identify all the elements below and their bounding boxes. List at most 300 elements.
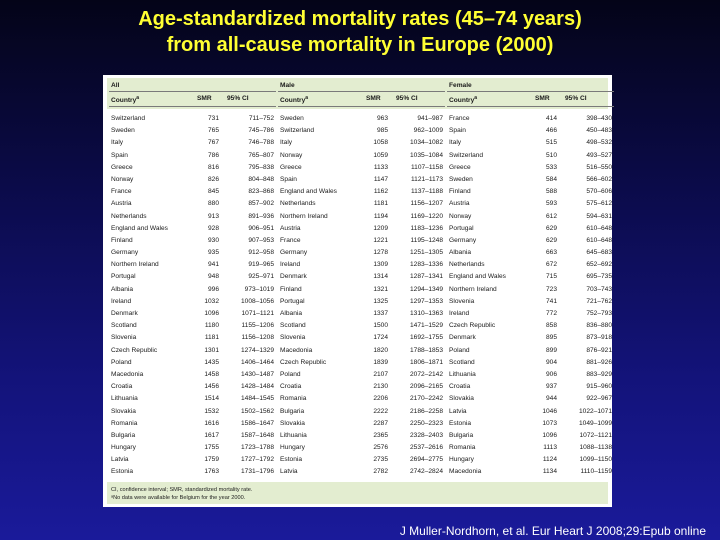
column-header-country-text: Country xyxy=(280,97,306,105)
cell-country: Portugal xyxy=(449,224,474,232)
table-row xyxy=(278,125,445,137)
table-row xyxy=(278,259,445,271)
table-row xyxy=(109,198,276,210)
table-row xyxy=(447,247,614,259)
table-row xyxy=(109,271,276,283)
mortality-table xyxy=(103,75,612,507)
table-row xyxy=(278,369,445,381)
cell-country: Finland xyxy=(111,236,133,244)
cell-ci: 915–960 xyxy=(586,383,612,391)
cell-smr: 1616 xyxy=(204,419,219,427)
cell-country: Ireland xyxy=(280,261,301,269)
cell-ci: 1406–1464 xyxy=(240,358,274,366)
cell-ci: 891–936 xyxy=(248,212,274,220)
cell-country: Austria xyxy=(111,200,132,208)
cell-country: Scotland xyxy=(111,322,137,330)
cell-ci: 703–743 xyxy=(586,285,612,293)
table-row xyxy=(278,308,445,320)
cell-country: Austria xyxy=(280,224,301,232)
cell-country: Poland xyxy=(449,346,470,354)
cell-ci: 873–918 xyxy=(586,334,612,342)
column-header-row xyxy=(278,91,445,107)
table-row xyxy=(447,271,614,283)
column-header-country-text: Country xyxy=(449,97,475,105)
cell-ci: 1137–1188 xyxy=(410,188,443,196)
cell-ci: 645–683 xyxy=(586,249,612,257)
table-row xyxy=(109,284,276,296)
table-row xyxy=(109,406,276,418)
cell-ci: 2328–2403 xyxy=(409,431,443,439)
cell-smr: 731 xyxy=(207,115,219,122)
cell-ci: 1072–1121 xyxy=(579,431,612,439)
table-row xyxy=(109,418,276,430)
table-row xyxy=(109,186,276,198)
cell-ci: 1110–1159 xyxy=(580,468,612,476)
table-row xyxy=(278,466,445,478)
cell-country: Netherlands xyxy=(111,212,147,220)
table-rows xyxy=(109,113,276,479)
cell-ci: 566–602 xyxy=(586,175,612,183)
cell-country: Greece xyxy=(280,163,302,171)
cell-ci: 919–965 xyxy=(248,261,274,269)
table-row xyxy=(278,271,445,283)
cell-ci: 765–807 xyxy=(248,151,274,159)
table-row xyxy=(278,284,445,296)
cell-country: Hungary xyxy=(111,444,136,452)
table-row xyxy=(278,113,445,125)
table-row xyxy=(109,113,276,125)
table-row xyxy=(447,296,614,308)
table-row xyxy=(278,454,445,466)
cell-ci: 1788–1853 xyxy=(409,346,443,354)
cell-ci: 745–786 xyxy=(248,127,274,135)
cell-country: Lithuania xyxy=(111,395,138,403)
cell-smr: 1500 xyxy=(373,322,388,330)
cell-ci: 450–483 xyxy=(586,127,612,135)
table-row xyxy=(109,174,276,186)
cell-ci: 1121–1173 xyxy=(410,175,443,183)
table-row xyxy=(447,320,614,332)
column-header-smr: SMR xyxy=(535,95,550,102)
cell-smr: 1073 xyxy=(542,419,557,427)
cell-country: Finland xyxy=(280,285,302,293)
cell-smr: 1124 xyxy=(542,456,557,464)
cell-country: Germany xyxy=(280,249,308,257)
cell-country: France xyxy=(280,236,301,244)
column-header-country-sup: a xyxy=(474,95,478,101)
table-row xyxy=(109,247,276,259)
table-row xyxy=(109,332,276,344)
cell-ci: 1034–1082 xyxy=(409,139,443,147)
column-header-country-sup: a xyxy=(136,95,140,101)
cell-country: Portugal xyxy=(111,273,136,281)
cell-ci: 752–793 xyxy=(586,310,612,317)
cell-ci: 2072–2142 xyxy=(409,370,443,378)
cell-country: Switzerland xyxy=(449,151,484,159)
cell-ci: 1274–1329 xyxy=(240,346,274,354)
table-row xyxy=(109,454,276,466)
table-row xyxy=(447,162,614,174)
cell-smr: 1724 xyxy=(373,334,388,342)
cell-ci: 1430–1487 xyxy=(240,370,274,378)
group-title: Female xyxy=(449,82,472,89)
cell-ci: 610–648 xyxy=(586,224,612,232)
cell-smr: 533 xyxy=(545,163,557,171)
cell-ci: 883–929 xyxy=(586,370,612,378)
cell-country: Lithuania xyxy=(280,431,307,439)
table-row xyxy=(278,381,445,393)
cell-ci: 652–692 xyxy=(586,261,612,269)
cell-ci: 746–788 xyxy=(248,139,274,147)
cell-ci: 2186–2258 xyxy=(409,407,443,415)
table-row xyxy=(447,369,614,381)
cell-country: Denmark xyxy=(280,273,307,281)
table-row xyxy=(109,259,276,271)
cell-ci: 2742–2824 xyxy=(409,468,443,476)
cell-ci: 907–953 xyxy=(248,236,274,244)
cell-ci: 1484–1545 xyxy=(240,395,274,403)
table-row xyxy=(447,235,614,247)
cell-smr: 826 xyxy=(207,175,219,183)
cell-smr: 880 xyxy=(207,200,219,208)
table-row xyxy=(278,345,445,357)
column-header-ci: 95% CI xyxy=(565,95,587,102)
cell-ci: 594–631 xyxy=(586,212,612,220)
table-row xyxy=(109,308,276,320)
table-row xyxy=(109,345,276,357)
cell-smr: 723 xyxy=(545,285,557,293)
cell-country: Greece xyxy=(449,163,471,171)
cell-smr: 2365 xyxy=(373,431,388,439)
cell-country: Albania xyxy=(111,285,133,293)
table-row xyxy=(447,198,614,210)
cell-ci: 1022–1071 xyxy=(578,407,612,415)
cell-ci: 2537–2616 xyxy=(409,444,443,452)
table-row xyxy=(278,406,445,418)
column-header-row xyxy=(447,91,614,107)
cell-country: Macedonia xyxy=(280,346,313,354)
cell-country: Denmark xyxy=(111,310,138,317)
cell-country: Romania xyxy=(449,444,476,452)
cell-smr: 944 xyxy=(545,395,557,403)
cell-ci: 1294–1349 xyxy=(409,285,443,293)
table-row xyxy=(109,162,276,174)
table-row xyxy=(109,223,276,235)
cell-ci: 1099–1150 xyxy=(579,456,612,464)
cell-smr: 515 xyxy=(545,139,557,147)
group-female xyxy=(447,78,614,479)
cell-smr: 2735 xyxy=(373,456,388,464)
cell-country: France xyxy=(111,188,132,196)
cell-country: Sweden xyxy=(280,115,304,122)
cell-ci: 398–430 xyxy=(586,115,612,122)
table-row xyxy=(278,296,445,308)
cell-smr: 1181 xyxy=(373,200,388,208)
table-row xyxy=(278,174,445,186)
cell-smr: 1301 xyxy=(204,346,219,354)
table-row xyxy=(109,442,276,454)
table-row xyxy=(447,454,614,466)
cell-ci: 1107–1158 xyxy=(410,163,443,171)
cell-country: Romania xyxy=(280,395,307,403)
cell-ci: 1587–1648 xyxy=(240,431,274,439)
cell-ci: 1183–1236 xyxy=(410,224,443,232)
cell-country: Poland xyxy=(111,358,132,366)
cell-country: Portugal xyxy=(280,297,305,305)
table-row xyxy=(278,186,445,198)
cell-ci: 973–1019 xyxy=(244,285,274,293)
cell-smr: 895 xyxy=(545,334,557,342)
cell-ci: 1723–1788 xyxy=(240,444,274,452)
cell-country: Italy xyxy=(280,139,293,147)
cell-smr: 466 xyxy=(545,127,557,135)
table-row xyxy=(278,223,445,235)
cell-smr: 1314 xyxy=(373,273,388,281)
cell-country: Spain xyxy=(280,175,297,183)
cell-smr: 928 xyxy=(207,224,219,232)
cell-country: Northern Ireland xyxy=(111,261,159,269)
cell-ci: 610–648 xyxy=(586,236,612,244)
table-row xyxy=(447,393,614,405)
cell-country: Northern Ireland xyxy=(449,285,497,293)
cell-smr: 612 xyxy=(545,212,557,220)
cell-smr: 772 xyxy=(545,310,557,317)
cell-country: Albania xyxy=(280,310,302,317)
table-row xyxy=(109,466,276,478)
cell-ci: 1428–1484 xyxy=(240,383,274,391)
cell-ci: 2694–2775 xyxy=(409,456,443,464)
column-header-country-sup: a xyxy=(305,95,309,101)
table-row xyxy=(447,430,614,442)
cell-smr: 1059 xyxy=(373,151,388,159)
cell-country: Finland xyxy=(449,188,471,196)
cell-country: Netherlands xyxy=(280,200,316,208)
table-row xyxy=(447,113,614,125)
cell-smr: 629 xyxy=(545,236,557,244)
cell-country: Croatia xyxy=(449,383,471,391)
table-row xyxy=(278,430,445,442)
cell-country: Lithuania xyxy=(449,370,476,378)
cell-ci: 857–902 xyxy=(248,200,274,208)
cell-country: Slovenia xyxy=(280,334,306,342)
table-rows xyxy=(278,113,445,479)
cell-smr: 1058 xyxy=(373,139,388,147)
cell-smr: 2782 xyxy=(373,468,388,476)
table-row xyxy=(109,357,276,369)
cell-smr: 741 xyxy=(545,297,557,305)
cell-country: Slovakia xyxy=(280,419,305,427)
cell-country: Denmark xyxy=(449,334,476,342)
cell-country: Italy xyxy=(449,139,462,147)
cell-country: Scotland xyxy=(280,322,306,330)
cell-smr: 414 xyxy=(545,115,557,122)
table-row xyxy=(278,320,445,332)
cell-ci: 1283–1336 xyxy=(409,261,443,269)
cell-smr: 672 xyxy=(545,261,557,269)
table-row xyxy=(278,162,445,174)
cell-smr: 904 xyxy=(545,358,557,366)
column-header-country xyxy=(109,92,193,106)
cell-smr: 996 xyxy=(207,285,219,293)
table-row xyxy=(278,442,445,454)
cell-ci: 2170–2242 xyxy=(409,395,443,403)
group-all xyxy=(109,78,276,479)
table-row xyxy=(447,137,614,149)
cell-smr: 930 xyxy=(207,236,219,244)
table-row xyxy=(447,466,614,478)
cell-country: Germany xyxy=(449,236,477,244)
cell-country: Norway xyxy=(111,175,134,183)
cell-country: Ireland xyxy=(449,310,470,317)
cell-smr: 1321 xyxy=(373,285,388,293)
table-row xyxy=(447,125,614,137)
cell-ci: 575–612 xyxy=(586,200,612,208)
table-row xyxy=(447,381,614,393)
cell-ci: 1008–1056 xyxy=(240,297,274,305)
column-header-row xyxy=(109,91,276,107)
cell-country: Latvia xyxy=(111,456,129,464)
cell-smr: 899 xyxy=(545,346,557,354)
column-header-country-text: Country xyxy=(111,97,137,105)
table-row xyxy=(278,247,445,259)
cell-smr: 765 xyxy=(207,127,219,135)
cell-smr: 767 xyxy=(207,139,219,147)
cell-ci: 836–880 xyxy=(586,322,612,330)
cell-country: Albania xyxy=(449,249,471,257)
cell-smr: 941 xyxy=(207,261,219,269)
citation: J Muller-Nordhorn, et al. Eur Heart J 2008;29:Epub online xyxy=(399,524,706,538)
cell-ci: 711–752 xyxy=(248,115,274,122)
cell-smr: 1435 xyxy=(204,358,219,366)
cell-ci: 1287–1341 xyxy=(409,273,443,281)
cell-ci: 695–735 xyxy=(586,273,612,281)
cell-country: Bulgaria xyxy=(280,407,305,415)
table-row xyxy=(447,418,614,430)
cell-country: Poland xyxy=(280,370,301,378)
cell-ci: 1088–1138 xyxy=(579,444,612,452)
cell-country: Slovenia xyxy=(111,334,137,342)
cell-country: Norway xyxy=(280,151,303,159)
table-row xyxy=(109,381,276,393)
cell-country: England and Wales xyxy=(111,224,168,232)
table-footnotes xyxy=(111,486,252,502)
cell-smr: 935 xyxy=(207,249,219,257)
cell-country: Greece xyxy=(111,163,133,171)
cell-country: Estonia xyxy=(280,456,302,464)
cell-country: Macedonia xyxy=(449,468,482,476)
table-row xyxy=(447,442,614,454)
cell-country: Latvia xyxy=(449,407,467,415)
table-row xyxy=(109,296,276,308)
cell-smr: 845 xyxy=(207,188,219,196)
table-row xyxy=(447,345,614,357)
cell-country: Ireland xyxy=(111,297,132,305)
cell-ci: 1049–1099 xyxy=(578,419,612,427)
table-row xyxy=(109,211,276,223)
table-row xyxy=(447,174,614,186)
cell-country: Czech Republic xyxy=(449,322,496,330)
cell-country: Netherlands xyxy=(449,261,485,269)
cell-smr: 2107 xyxy=(373,370,388,378)
cell-smr: 858 xyxy=(545,322,557,330)
cell-country: Northern Ireland xyxy=(280,212,328,220)
cell-ci: 1586–1647 xyxy=(240,419,274,427)
group-title: All xyxy=(111,82,120,89)
slide-title-line2: from all-cause mortality in Europe (2000) xyxy=(166,34,554,56)
cell-ci: 922–967 xyxy=(586,395,612,403)
table-row xyxy=(447,357,614,369)
cell-country: Scotland xyxy=(449,358,475,366)
table-row xyxy=(109,430,276,442)
table-row xyxy=(278,235,445,247)
table-row xyxy=(278,211,445,223)
cell-smr: 629 xyxy=(545,224,557,232)
cell-smr: 1046 xyxy=(542,407,557,415)
cell-smr: 1337 xyxy=(373,310,388,317)
cell-country: Germany xyxy=(111,249,139,257)
cell-smr: 1162 xyxy=(373,188,388,196)
cell-smr: 937 xyxy=(545,383,557,391)
cell-country: Bulgaria xyxy=(111,431,136,439)
cell-smr: 816 xyxy=(207,163,219,171)
cell-country: Norway xyxy=(449,212,472,220)
table-row xyxy=(447,186,614,198)
cell-country: Switzerland xyxy=(111,115,146,122)
table-row xyxy=(447,406,614,418)
footnote-ci-smr: CI, confidence interval; SMR, standardized mortality rate. xyxy=(111,487,253,493)
cell-country: Croatia xyxy=(280,383,302,391)
table-row xyxy=(109,393,276,405)
cell-smr: 1309 xyxy=(373,261,388,269)
cell-country: Spain xyxy=(449,127,466,135)
footnote-belgium: ᵃNo data were available for Belgium for the year 2000. xyxy=(111,495,246,501)
cell-smr: 2130 xyxy=(373,383,388,391)
table-row xyxy=(278,393,445,405)
cell-smr: 985 xyxy=(376,127,388,135)
cell-smr: 1820 xyxy=(373,346,388,354)
table-row xyxy=(109,125,276,137)
cell-country: Czech Republic xyxy=(280,358,327,366)
column-header-ci: 95% CI xyxy=(227,95,249,102)
table-row xyxy=(278,150,445,162)
table-row xyxy=(278,332,445,344)
cell-ci: 1471–1529 xyxy=(409,322,443,330)
table-row xyxy=(447,284,614,296)
table-row xyxy=(447,223,614,235)
slide-title-line1: Age-standardized mortality rates (45–74 years) xyxy=(138,8,582,30)
cell-country: Croatia xyxy=(111,383,133,391)
column-header-country xyxy=(447,92,531,106)
cell-smr: 1113 xyxy=(543,444,557,452)
group-male xyxy=(278,78,445,479)
cell-country: Slovakia xyxy=(449,395,474,403)
cell-ci: 1169–1220 xyxy=(410,212,443,220)
cell-ci: 1071–1121 xyxy=(241,310,274,317)
cell-ci: 721–762 xyxy=(586,297,612,305)
cell-ci: 795–838 xyxy=(248,163,274,171)
cell-smr: 1456 xyxy=(204,383,219,391)
cell-ci: 1502–1562 xyxy=(240,407,274,415)
cell-ci: 2250–2323 xyxy=(409,419,443,427)
cell-smr: 593 xyxy=(545,200,557,208)
cell-smr: 1180 xyxy=(204,322,219,330)
table-rows xyxy=(447,113,614,479)
group-title: Male xyxy=(280,82,295,89)
cell-country: Romania xyxy=(111,419,138,427)
cell-ci: 1251–1305 xyxy=(409,249,443,257)
cell-smr: 1194 xyxy=(373,212,388,220)
cell-ci: 2096–2165 xyxy=(409,383,443,391)
